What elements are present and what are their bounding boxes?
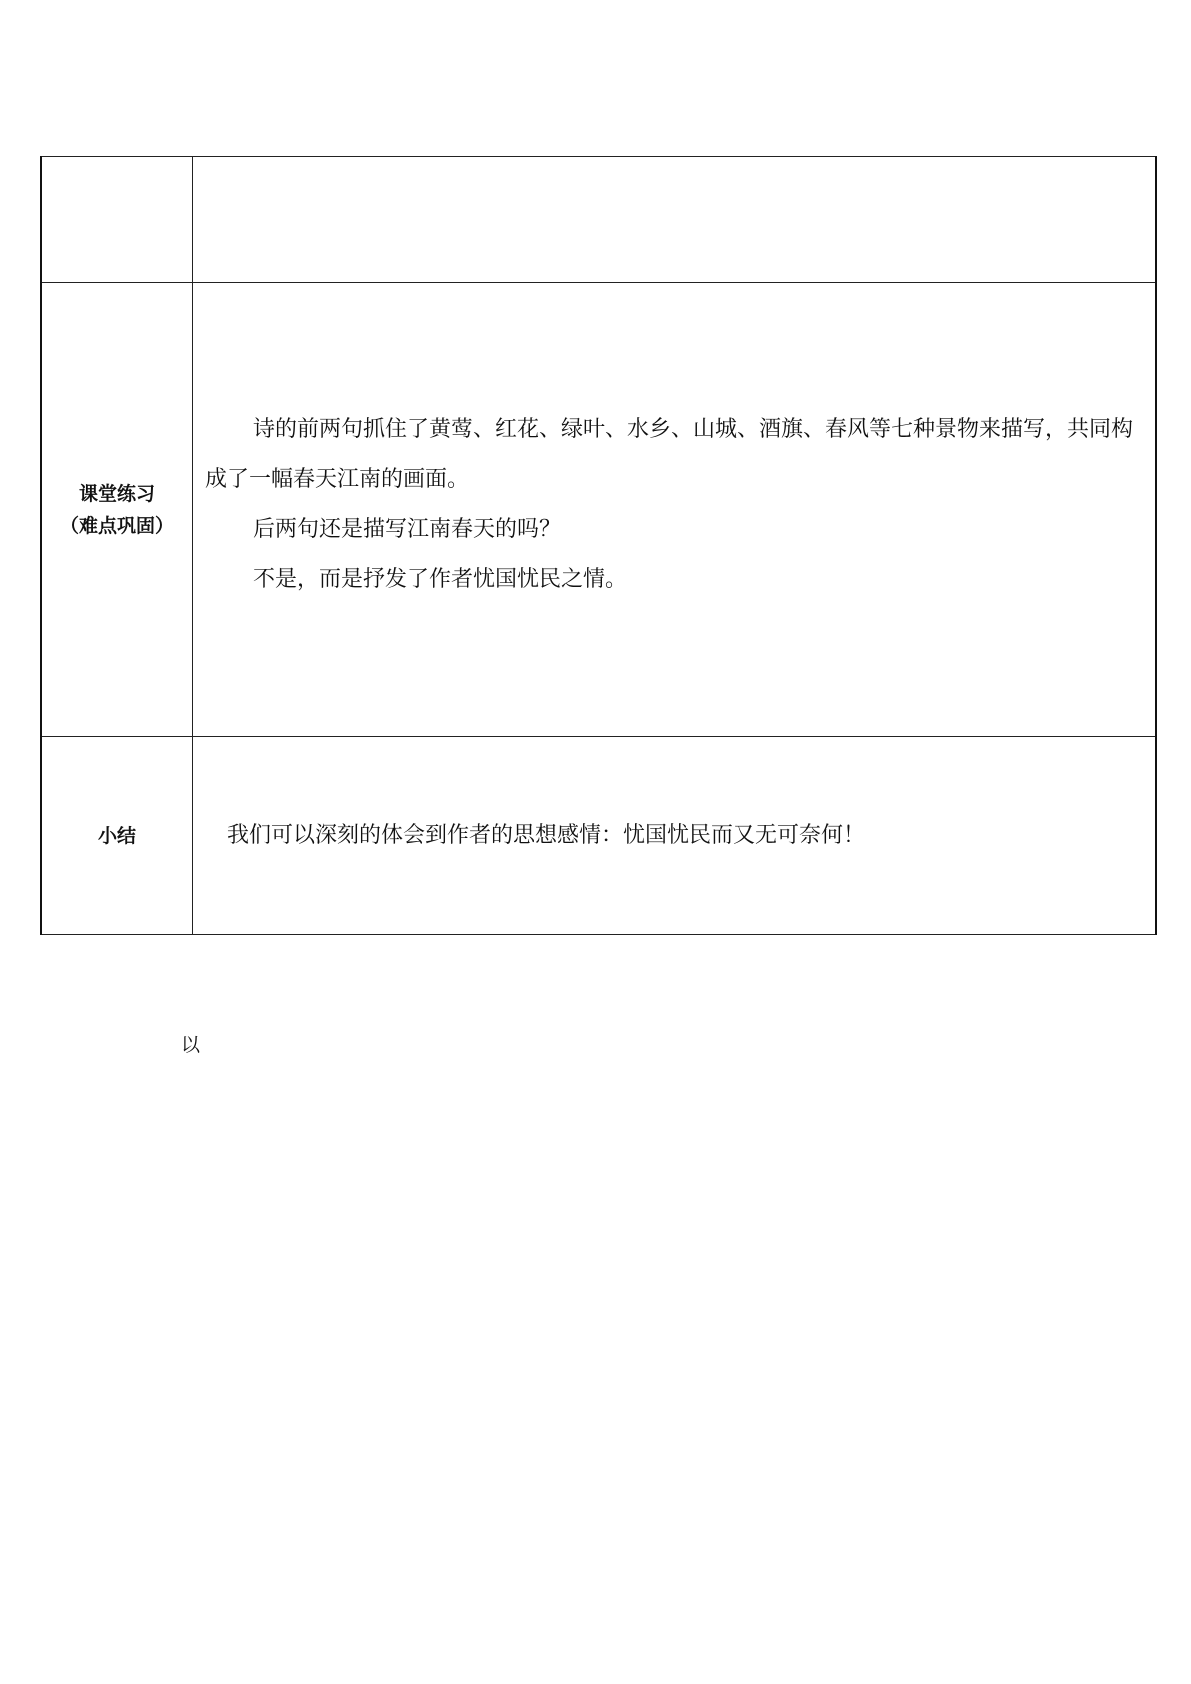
table-row-empty (41, 157, 1156, 283)
row-label-summary (41, 737, 193, 935)
row-content-empty (193, 157, 1157, 283)
practice-paragraph-2: 后两句还是描写江南春天的吗？ (253, 516, 562, 542)
row-content-practice (193, 283, 1157, 737)
table-row-practice (41, 283, 1156, 737)
label-summary: 小结 (97, 824, 136, 847)
stray-character: 以 (181, 1034, 201, 1056)
label-practice-line1: 课堂练习 (78, 482, 155, 505)
lesson-plan-table (40, 156, 1157, 935)
practice-paragraph-3: 不是，而是抒发了作者忧国忧民之情。 (253, 566, 628, 592)
row-label-practice (41, 283, 193, 737)
row-content-summary (193, 737, 1157, 935)
summary-paragraph: 我们可以深刻的体会到作者的思想感情：忧国忧民而又无可奈何！ (227, 822, 866, 848)
practice-paragraph-1: 诗的前两句抓住了黄莺、红花、绿叶、水乡、山城、酒旗、春风等七种景物来描写，共同构成了一幅春天江南的画面。 (205, 416, 1134, 492)
table-row-summary (41, 737, 1156, 935)
row-label-empty (41, 157, 193, 283)
label-practice-line2: （难点巩固） (59, 514, 174, 537)
